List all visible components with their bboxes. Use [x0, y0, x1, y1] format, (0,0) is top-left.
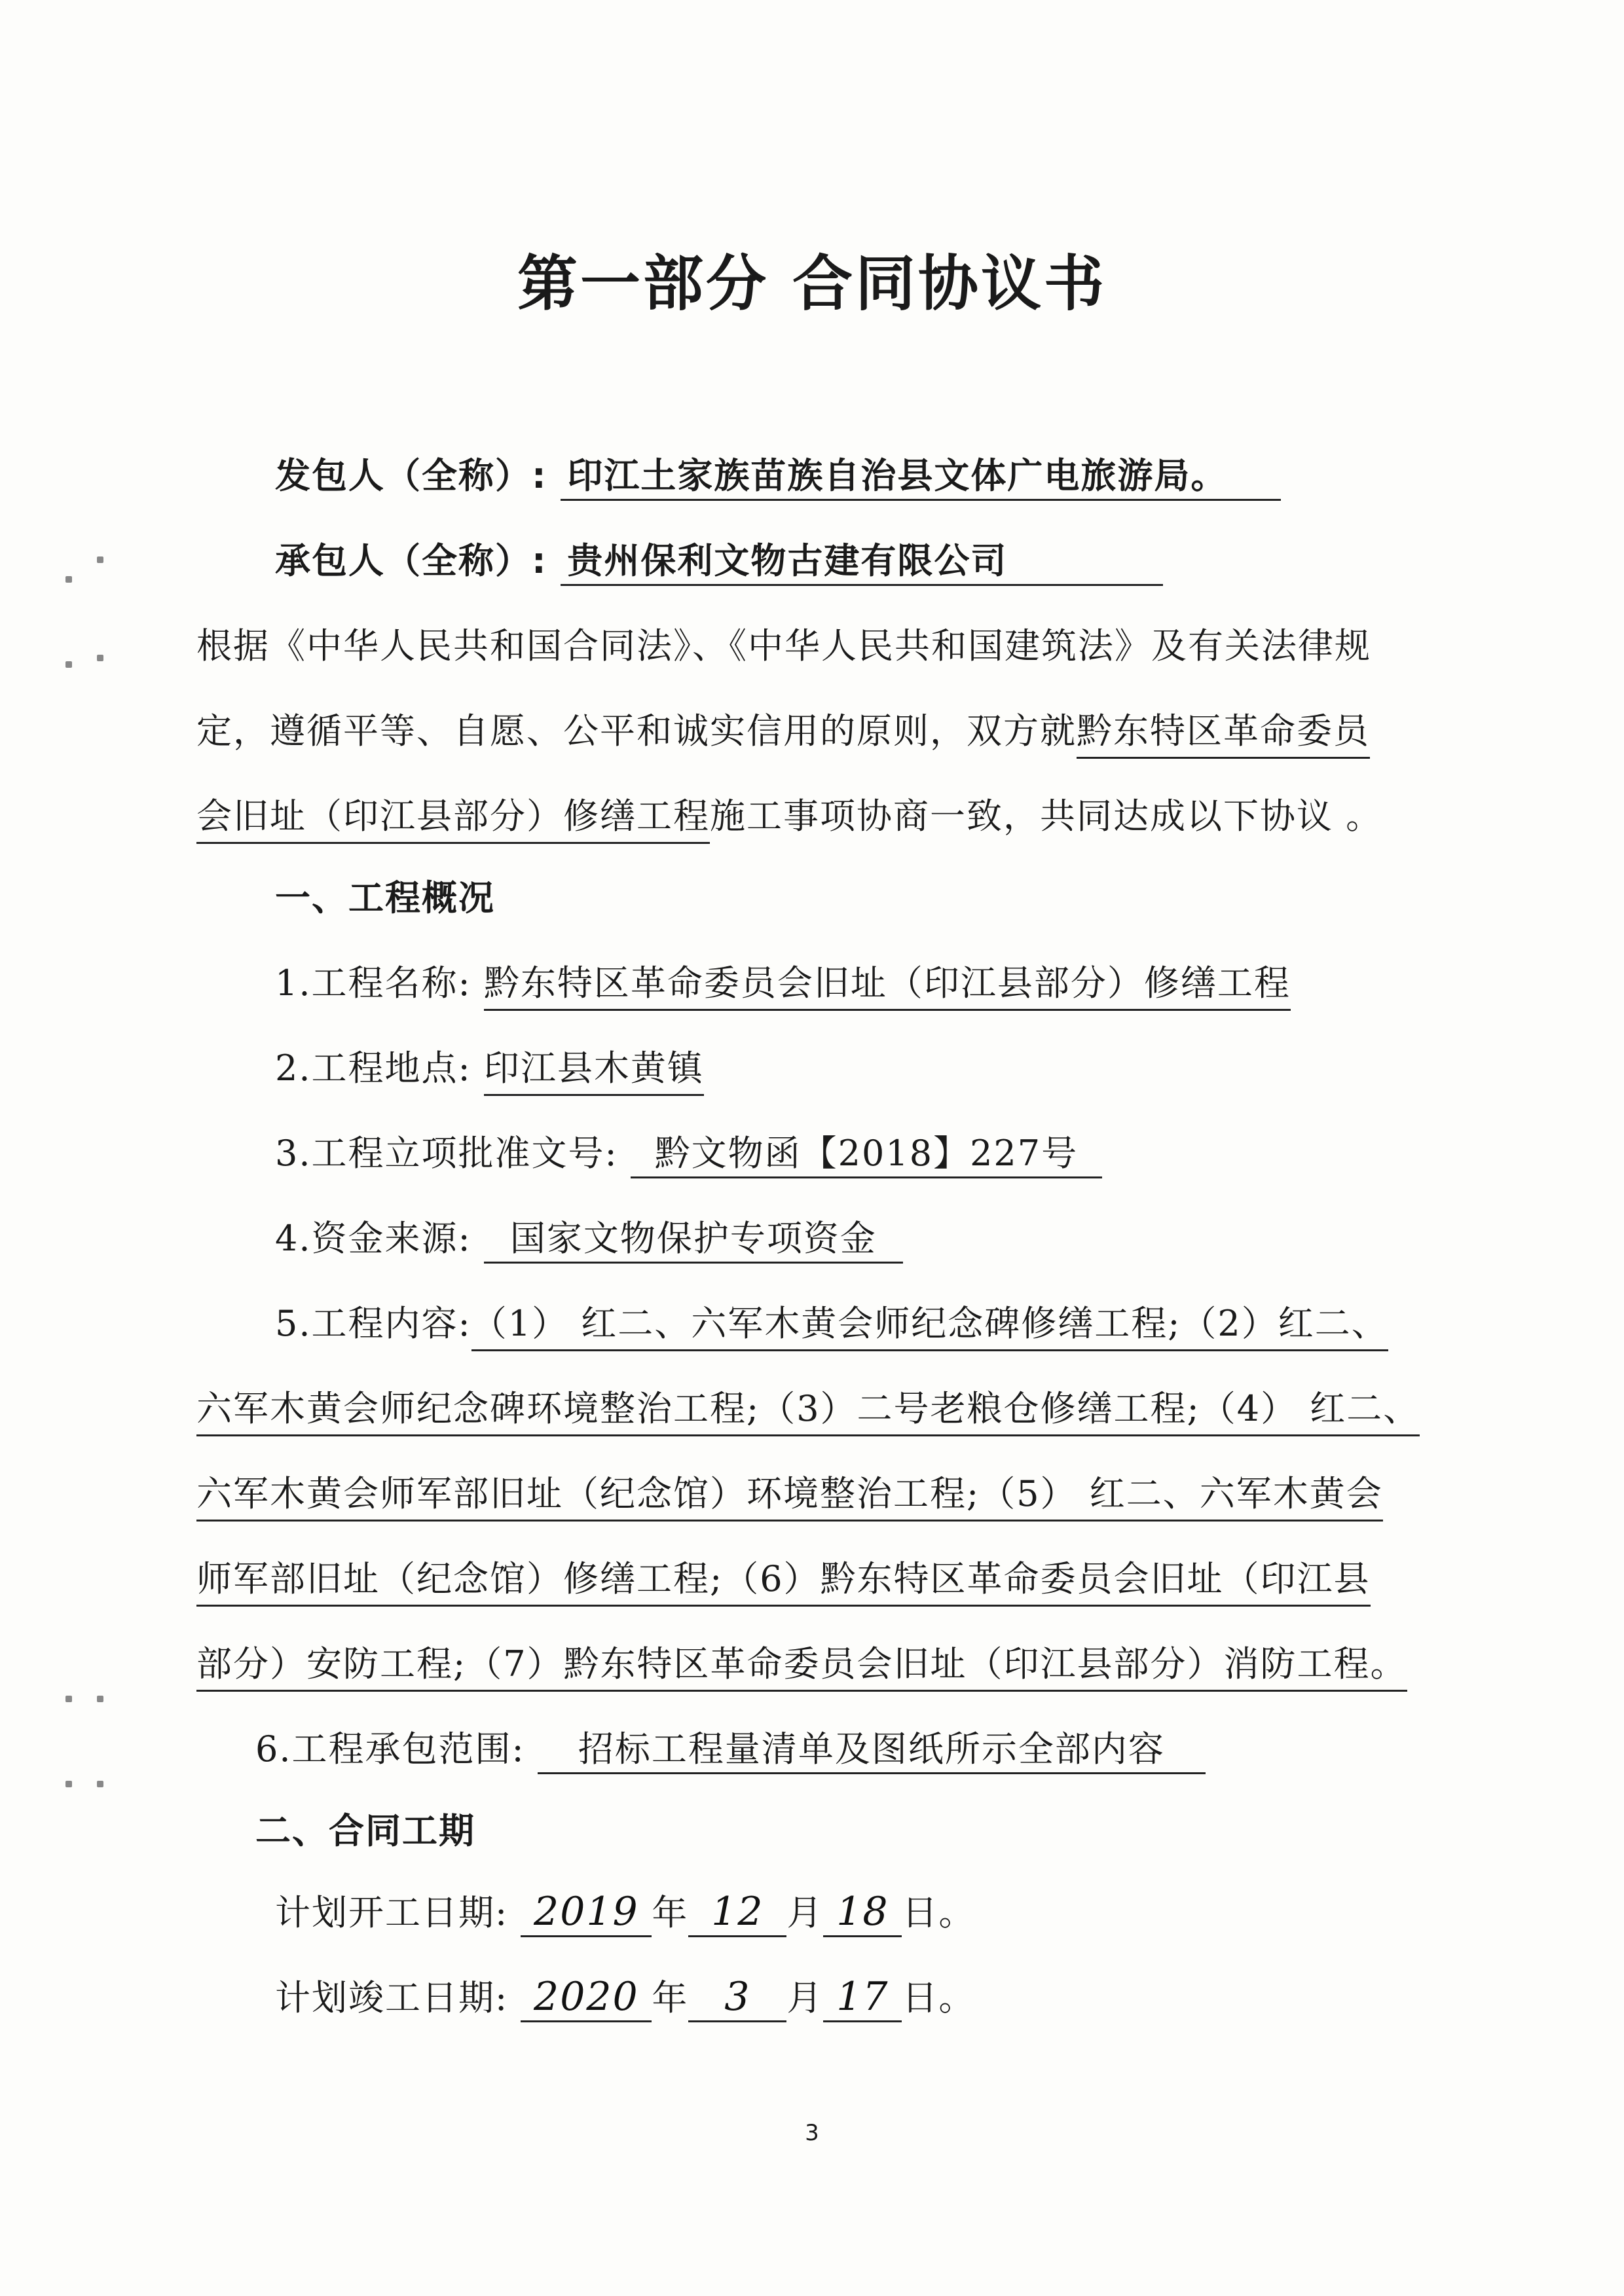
work-content-text: 师军部旧址（纪念馆）修缮工程;（6）黔东特区革命委员会旧址（印江县	[196, 1558, 1371, 1607]
scan-mark	[65, 576, 72, 583]
preamble-line-2-text: 定，遵循平等、自愿、公平和诚实信用的原则，双方就	[196, 710, 1077, 752]
year-suffix: 年	[652, 1977, 689, 2018]
end-month-handwritten: 3	[688, 1977, 786, 2022]
contractor-value: 贵州保利文物古建有限公司	[561, 543, 1163, 586]
start-month-handwritten: 12	[688, 1892, 786, 1937]
work-content-line-5	[196, 1643, 1407, 1685]
item-value: 印江县木黄镇	[484, 1048, 704, 1096]
employer-label: 发包人（全称）:	[275, 455, 547, 496]
preamble-line-3	[196, 795, 1383, 837]
item-label: 3.工程立项批准文号:	[275, 1133, 618, 1174]
item-funding-source	[275, 1218, 903, 1264]
employer-row	[275, 455, 1281, 501]
end-year-handwritten: 2020	[521, 1977, 652, 2022]
preamble-line-1: 根据《中华人民共和国合同法》、《中华人民共和国建筑法》及有关法律规	[196, 625, 1371, 666]
planned-completion-date	[275, 1974, 976, 2022]
scan-mark	[97, 1781, 103, 1787]
work-content-line-3	[196, 1473, 1383, 1514]
date-label: 计划开工日期:	[275, 1892, 509, 1933]
section-1-heading: 一、工程概况	[275, 877, 495, 919]
month-suffix: 月	[786, 1892, 824, 1933]
work-content-text: 部分）安防工程;（7）黔东特区革命委员会旧址（印江县部分）消防工程。	[196, 1643, 1407, 1692]
work-content-text: 六军木黄会师军部旧址（纪念馆）环境整治工程;（5） 红二、六军木黄会	[196, 1473, 1383, 1522]
item-project-location	[275, 1048, 704, 1089]
scan-mark	[97, 655, 103, 661]
item-label: 6.工程承包范围:	[255, 1728, 525, 1770]
scan-mark	[65, 1781, 72, 1787]
work-content-line-4	[196, 1558, 1371, 1599]
item-contract-scope	[255, 1728, 1206, 1774]
scan-mark	[65, 661, 72, 668]
item-value: 黔东特区革命委员会旧址（印江县部分）修缮工程	[484, 962, 1291, 1011]
item-label: 5.工程内容:	[275, 1303, 471, 1344]
item-value: 黔文物函【2018】227号	[631, 1136, 1102, 1178]
end-day-handwritten: 17	[823, 1977, 902, 2022]
item-label: 2.工程地点:	[275, 1048, 471, 1089]
scan-mark	[97, 556, 103, 563]
section-2-heading: 二、合同工期	[255, 1810, 475, 1851]
work-content-text: 六军木黄会师纪念碑环境整治工程;（3）二号老粮仓修缮工程;（4） 红二、	[196, 1388, 1420, 1436]
month-suffix: 月	[786, 1977, 824, 2018]
item-project-name	[275, 962, 1291, 1004]
item-value: 招标工程量清单及图纸所示全部内容	[538, 1732, 1206, 1774]
preamble-project-name-part2: 会旧址（印江县部分）修缮工程	[196, 795, 710, 844]
date-label: 计划竣工日期:	[275, 1977, 509, 2018]
planned-start-date	[275, 1889, 976, 1937]
page-number: 3	[805, 2120, 819, 2146]
work-content-line-1: （1） 红二、六军木黄会师纪念碑修缮工程;（2）红二、	[471, 1303, 1388, 1351]
day-suffix: 日。	[902, 1892, 976, 1933]
item-label: 1.工程名称:	[275, 962, 471, 1004]
employer-value: 印江土家族苗族自治县文体广电旅游局。	[561, 458, 1281, 501]
scan-mark	[65, 1696, 72, 1702]
contractor-row	[275, 540, 1163, 586]
item-work-content	[275, 1303, 1388, 1344]
year-suffix: 年	[652, 1892, 689, 1933]
start-year-handwritten: 2019	[521, 1892, 652, 1937]
item-label: 4.资金来源:	[275, 1218, 471, 1259]
start-day-handwritten: 18	[823, 1892, 902, 1937]
preamble-line-3-text: 施工事项协商一致，共同达成以下协议 。	[710, 795, 1383, 837]
contractor-label: 承包人（全称）:	[275, 540, 547, 581]
scan-mark	[97, 1696, 103, 1702]
preamble-line-2	[196, 710, 1370, 752]
page-title: 第一部分 合同协议书	[517, 249, 1107, 319]
item-value: 国家文物保护专项资金	[484, 1221, 903, 1264]
work-content-line-2	[196, 1388, 1420, 1429]
day-suffix: 日。	[902, 1977, 976, 2018]
preamble-project-name-part1: 黔东特区革命委员	[1077, 710, 1370, 759]
item-approval-number	[275, 1133, 1102, 1178]
